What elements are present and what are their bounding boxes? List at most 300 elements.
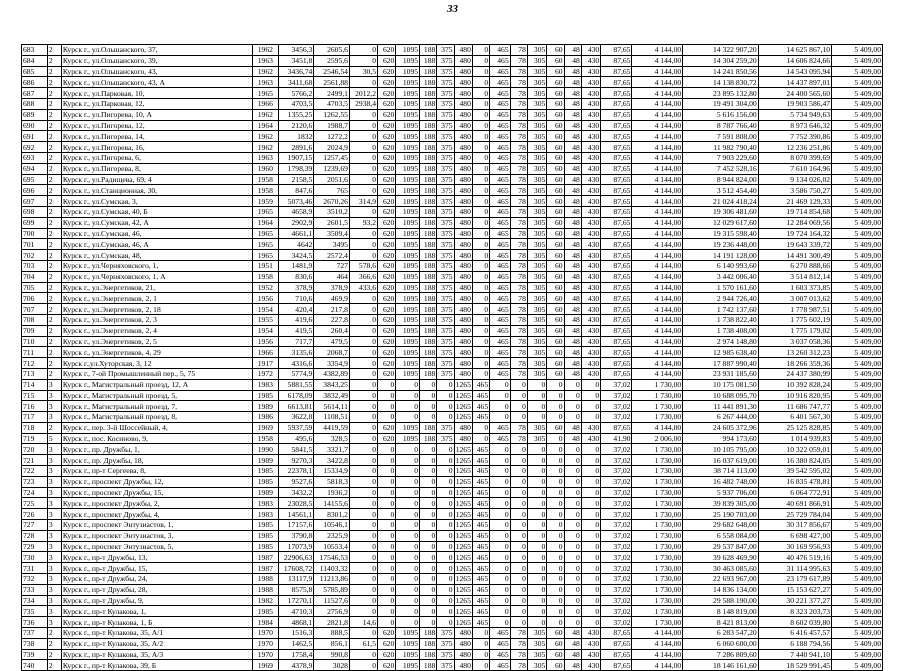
table-row <box>22 476 883 487</box>
year-built-cell: 1982 <box>252 595 278 606</box>
residential-area-cell: 5785,89 <box>314 584 350 595</box>
residential-area-cell: 2605,6 <box>314 45 350 56</box>
rate-9-cell: 0 <box>527 444 546 455</box>
rate-8-cell: 0 <box>510 498 527 509</box>
rate-10-cell: 60 <box>547 293 564 304</box>
rate-8-cell: 78 <box>510 422 527 433</box>
rate-12-cell: 430 <box>581 55 600 66</box>
rate-9-cell: 0 <box>527 574 546 585</box>
rate-total-cell: 37,02 <box>601 563 632 574</box>
nonresidential-area-cell: 0 <box>349 109 377 120</box>
class-code-cell: 3 <box>47 390 61 401</box>
rate-4-cell: 375 <box>437 422 454 433</box>
residential-area-cell: 260,4 <box>314 325 350 336</box>
rate-9-cell: 0 <box>527 552 546 563</box>
rate-5-cell: 1265 <box>455 585 471 595</box>
tariff-cell: 5 409,00 <box>832 336 883 347</box>
unit-cost-cell: 1 730,00 <box>632 412 683 423</box>
rate-2-cell: 1095 <box>396 206 420 217</box>
tariff-cell: 5 409,00 <box>832 131 883 142</box>
table-row <box>22 293 883 304</box>
class-code-cell: 2 <box>47 336 61 347</box>
sum-1-cell: 29 588 190,00 <box>683 595 759 606</box>
year-built-cell: 1964 <box>252 217 278 228</box>
rate-7-cell: 465 <box>490 282 511 293</box>
rate-10-cell: 0 <box>547 487 564 498</box>
rate-7-cell: 0 <box>490 617 511 628</box>
rate-1-cell: 0 <box>378 574 396 585</box>
rate-8-cell: 78 <box>510 152 527 163</box>
unit-cost-cell: 1 730,00 <box>632 606 683 617</box>
rate-11-cell: 0 <box>564 574 581 585</box>
rate-11-cell: 48 <box>564 433 581 444</box>
year-built-cell: 1985 <box>252 476 278 487</box>
nonresidential-area-cell: 0 <box>349 152 377 163</box>
residential-area-cell: 2595,6 <box>314 55 350 66</box>
tariff-cell: 5 409,00 <box>832 530 883 541</box>
unit-cost-cell: 4 144,00 <box>632 206 683 217</box>
rate-1-cell: 620 <box>378 422 396 433</box>
rate-5-cell: 1265 <box>455 477 471 487</box>
nonresidential-area-cell: 0 <box>349 142 377 153</box>
rate-3-cell: 188 <box>420 66 437 77</box>
year-built-cell: 1962 <box>252 45 278 56</box>
rate-9-cell: 0 <box>527 520 546 531</box>
total-area-cell: 22378,1 <box>278 466 314 477</box>
rate-1-cell: 620 <box>378 260 396 271</box>
rate-11-cell: 48 <box>564 142 581 153</box>
residential-area-cell: 15334,9 <box>314 466 350 477</box>
nonresidential-area-cell: 0 <box>349 520 377 531</box>
sum-1-cell: 19 236 448,00 <box>683 239 759 250</box>
rate-4-cell: 0 <box>437 444 454 455</box>
rate-11-cell: 48 <box>564 174 581 185</box>
rate-10-cell: 0 <box>547 584 564 595</box>
rate-total-cell: 37,02 <box>601 487 632 498</box>
rate-2-cell: 1095 <box>396 336 420 347</box>
address-cell: Курск г., пр-т Кулакова, 35, А/3 <box>61 649 252 660</box>
rate-3-cell: 188 <box>420 131 437 142</box>
rate-9-cell: 0 <box>527 390 546 401</box>
sum-2-cell: 30 317 856,67 <box>758 520 831 531</box>
rate-total-cell: 87,65 <box>601 55 632 66</box>
rate-1-cell: 0 <box>378 390 396 401</box>
class-code-cell: 2 <box>47 649 61 660</box>
unit-cost-cell: 4 144,00 <box>632 152 683 163</box>
sum-2-cell: 14 606 824,66 <box>758 55 831 66</box>
rate-4-cell: 375 <box>437 336 454 347</box>
tariff-cell: 5 409,00 <box>832 617 883 628</box>
unit-cost-cell: 4 144,00 <box>632 649 683 660</box>
rate-5-cell: 1265 <box>455 401 471 411</box>
rate-10-cell: 60 <box>547 163 564 174</box>
rate-12-cell: 0 <box>581 541 600 552</box>
rate-8-cell: 0 <box>510 530 527 541</box>
rate-3-cell: 0 <box>420 401 437 412</box>
tariff-cell: 5 409,00 <box>832 433 883 444</box>
row-number-cell: 717 <box>22 412 48 423</box>
rate-6-cell: 0 <box>472 336 489 347</box>
tariff-cell: 5 409,00 <box>832 628 883 639</box>
rate-10-cell: 0 <box>547 444 564 455</box>
unit-cost-cell: 4 144,00 <box>632 250 683 261</box>
rate-1-cell: 620 <box>378 45 396 56</box>
total-area-cell: 14561,1 <box>278 509 314 520</box>
total-area-cell: 23028,5 <box>278 498 314 509</box>
rate-total-cell: 87,65 <box>601 358 632 369</box>
nonresidential-area-cell: 0 <box>349 401 377 412</box>
sum-1-cell: 10 105 795,00 <box>683 444 759 455</box>
table-row <box>22 584 883 595</box>
rate-6-cell: 0 <box>472 293 489 304</box>
rate-total-cell: 37,02 <box>601 390 632 401</box>
rate-total-cell: 37,02 <box>601 606 632 617</box>
nonresidential-area-cell: 0 <box>349 379 377 390</box>
rate-2-cell: 1095 <box>396 77 420 88</box>
sum-2-cell: 1 014 939,83 <box>758 433 831 444</box>
rate-1-cell: 620 <box>378 185 396 196</box>
rate-11-cell: 48 <box>564 649 581 660</box>
rate-2-cell: 1095 <box>396 638 420 649</box>
rate-4-cell: 375 <box>437 55 454 66</box>
nonresidential-area-cell: 0 <box>349 412 377 423</box>
rate-9-cell: 305 <box>527 368 546 379</box>
rate-3-cell: 188 <box>420 88 437 99</box>
address-cell: Курск г., пос. Косиново, 9, <box>61 433 252 444</box>
rate-8-cell: 78 <box>510 250 527 261</box>
rate-9-cell: 305 <box>527 109 546 120</box>
total-area-cell: 6178,09 <box>278 390 314 401</box>
rate-1-cell: 620 <box>378 282 396 293</box>
residential-area-cell: 8301,2 <box>314 509 350 520</box>
rate-1-cell: 620 <box>378 368 396 379</box>
address-cell: Курск г., ул.Энергетиков, 2, 18 <box>61 304 252 315</box>
residential-area-cell: 727 <box>314 260 350 271</box>
residential-area-cell: 888,5 <box>314 628 350 639</box>
rate-11-cell: 48 <box>564 45 581 56</box>
rate-3-cell: 188 <box>420 433 437 444</box>
rate-2-cell: 0 <box>396 530 420 541</box>
sum-1-cell: 14 138 830,72 <box>683 77 759 88</box>
rate-6-cell: 465 <box>472 574 489 585</box>
address-cell: Курск г., ул.Сумская, 48, <box>61 250 252 261</box>
rate-10-cell: 0 <box>547 466 564 477</box>
rate-3-cell: 0 <box>420 412 437 423</box>
rate-total-cell: 87,65 <box>601 336 632 347</box>
table-row <box>22 595 883 606</box>
nonresidential-area-cell: 0 <box>349 131 377 142</box>
rate-5-cell: 1265 <box>455 596 471 606</box>
rate-9-cell: 305 <box>527 66 546 77</box>
rate-12-cell: 0 <box>581 574 600 585</box>
class-code-cell: 2 <box>47 422 61 433</box>
total-area-cell: 4316,6 <box>278 358 314 369</box>
rate-3-cell: 0 <box>420 379 437 390</box>
row-number-cell: 711 <box>22 347 48 358</box>
nonresidential-area-cell: 0 <box>349 228 377 239</box>
unit-cost-cell: 4 144,00 <box>632 347 683 358</box>
sum-1-cell: 14 322 907,20 <box>683 45 759 56</box>
table-row <box>22 228 883 239</box>
rate-6-cell: 0 <box>472 433 489 444</box>
class-code-cell: 3 <box>47 541 61 552</box>
rate-5-cell: 1265 <box>455 552 471 562</box>
row-number-cell: 720 <box>22 444 48 455</box>
class-code-cell: 2 <box>47 347 61 358</box>
rate-6-cell: 0 <box>472 649 489 660</box>
rate-12-cell: 430 <box>581 347 600 358</box>
nonresidential-area-cell: 0 <box>349 509 377 520</box>
class-code-cell: 3 <box>47 509 61 520</box>
rate-3-cell: 188 <box>420 109 437 120</box>
rate-4-cell: 375 <box>437 206 454 217</box>
rate-1-cell: 620 <box>378 109 396 120</box>
residential-area-cell: 1272,2 <box>314 131 350 142</box>
year-built-cell: 1970 <box>252 649 278 660</box>
class-code-cell: 3 <box>47 455 61 466</box>
tariff-cell: 5 409,00 <box>832 55 883 66</box>
tariff-cell: 5 409,00 <box>832 88 883 99</box>
rate-8-cell: 0 <box>510 595 527 606</box>
total-area-cell: 3135,6 <box>278 347 314 358</box>
rate-10-cell: 0 <box>547 595 564 606</box>
rate-5-cell: 480 <box>454 120 472 131</box>
total-area-cell: 5073,46 <box>278 196 314 207</box>
residential-area-cell: 2546,54 <box>314 66 350 77</box>
row-number-cell: 724 <box>22 487 48 498</box>
rate-7-cell: 0 <box>490 487 511 498</box>
rate-12-cell: 0 <box>581 584 600 595</box>
rate-1-cell: 0 <box>378 412 396 423</box>
row-number-cell: 728 <box>22 530 48 541</box>
rate-2-cell: 1095 <box>396 239 420 250</box>
nonresidential-area-cell: 0 <box>349 390 377 401</box>
rate-2-cell: 1095 <box>396 45 420 56</box>
rate-2-cell: 0 <box>396 574 420 585</box>
rate-12-cell: 430 <box>581 368 600 379</box>
rate-6-cell: 465 <box>472 530 489 541</box>
rate-2-cell: 0 <box>396 455 420 466</box>
rate-11-cell: 48 <box>564 163 581 174</box>
nonresidential-area-cell: 0 <box>349 595 377 606</box>
address-cell: Курск г., пр. Дружбы, 18, <box>61 455 252 466</box>
rate-8-cell: 78 <box>510 293 527 304</box>
rate-3-cell: 188 <box>420 206 437 217</box>
year-built-cell: 1962 <box>252 109 278 120</box>
unit-cost-cell: 4 144,00 <box>632 638 683 649</box>
tariff-cell: 5 409,00 <box>832 401 883 412</box>
address-cell: Курск г., ул.Сумская, 42, А <box>61 217 252 228</box>
rate-5-cell: 480 <box>454 314 472 325</box>
sum-1-cell: 8 944 824,00 <box>683 174 759 185</box>
rate-6-cell: 0 <box>472 120 489 131</box>
rate-5-cell: 480 <box>454 109 472 120</box>
rate-8-cell: 78 <box>510 433 527 444</box>
rate-3-cell: 0 <box>420 520 437 531</box>
address-cell: Курск г., ул.Энергетиков, 2, 4 <box>61 325 252 336</box>
sum-1-cell: 8 787 766,40 <box>683 120 759 131</box>
class-code-cell: 3 <box>47 401 61 412</box>
sum-1-cell: 7 452 528,16 <box>683 163 759 174</box>
residential-area-cell: 464 <box>314 271 350 282</box>
rate-2-cell: 1095 <box>396 325 420 336</box>
table-row <box>22 617 883 628</box>
rate-10-cell: 0 <box>547 476 564 487</box>
row-number-cell: 723 <box>22 476 48 487</box>
tariff-cell: 5 409,00 <box>832 271 883 282</box>
residential-area-cell: 2821,8 <box>314 617 350 628</box>
table-row <box>22 563 883 574</box>
rate-total-cell: 87,65 <box>601 142 632 153</box>
rate-6-cell: 0 <box>472 271 489 282</box>
rate-5-cell: 480 <box>454 433 472 444</box>
rate-8-cell: 78 <box>510 120 527 131</box>
rate-3-cell: 188 <box>420 628 437 639</box>
rate-5-cell: 1265 <box>455 412 471 422</box>
nonresidential-area-cell: 0 <box>349 660 377 671</box>
row-number-cell: 710 <box>22 336 48 347</box>
sum-2-cell: 1 775 602,19 <box>758 314 831 325</box>
class-code-cell: 2 <box>47 152 61 163</box>
residential-area-cell: 17546,53 <box>314 552 350 563</box>
rate-3-cell: 188 <box>420 55 437 66</box>
rate-11-cell: 0 <box>564 401 581 412</box>
rate-7-cell: 465 <box>490 131 511 142</box>
class-code-cell: 3 <box>47 574 61 585</box>
sum-1-cell: 18 146 161,60 <box>683 660 759 671</box>
sum-2-cell: 24 400 565,60 <box>758 88 831 99</box>
rate-12-cell: 430 <box>581 196 600 207</box>
sum-2-cell: 6 064 772,91 <box>758 487 831 498</box>
rate-11-cell: 0 <box>564 466 581 477</box>
rate-5-cell: 1265 <box>455 380 471 390</box>
residential-area-cell: 3509,4 <box>314 228 350 239</box>
rate-9-cell: 305 <box>527 131 546 142</box>
year-built-cell: 1987 <box>252 563 278 574</box>
class-code-cell: 3 <box>47 563 61 574</box>
table-row <box>22 55 883 66</box>
rate-9-cell: 305 <box>527 142 546 153</box>
rate-4-cell: 0 <box>437 584 454 595</box>
rate-7-cell: 0 <box>490 498 511 509</box>
table-row <box>22 131 883 142</box>
rate-total-cell: 37,02 <box>601 401 632 412</box>
rate-11-cell: 0 <box>564 617 581 628</box>
rate-1-cell: 620 <box>378 55 396 66</box>
row-number-cell: 718 <box>22 422 48 433</box>
rate-6-cell: 465 <box>472 606 489 617</box>
register-table <box>21 44 883 671</box>
rate-7-cell: 465 <box>490 638 511 649</box>
sum-1-cell: 14 836 134,00 <box>683 584 759 595</box>
rate-7-cell: 465 <box>490 304 511 315</box>
rate-12-cell: 430 <box>581 120 600 131</box>
rate-11-cell: 0 <box>564 390 581 401</box>
rate-10-cell: 60 <box>547 638 564 649</box>
year-built-cell: 1962 <box>252 66 278 77</box>
rate-2-cell: 1095 <box>396 66 420 77</box>
rate-12-cell: 430 <box>581 66 600 77</box>
unit-cost-cell: 1 730,00 <box>632 552 683 563</box>
row-number-cell: 713 <box>22 368 48 379</box>
rate-2-cell: 0 <box>396 617 420 628</box>
rate-11-cell: 0 <box>564 509 581 520</box>
rate-3-cell: 188 <box>420 649 437 660</box>
rate-1-cell: 620 <box>378 163 396 174</box>
rate-3-cell: 188 <box>420 304 437 315</box>
rate-2-cell: 1095 <box>396 142 420 153</box>
rate-7-cell: 0 <box>490 574 511 585</box>
rate-8-cell: 0 <box>510 466 527 477</box>
sum-1-cell: 2 944 726,40 <box>683 293 759 304</box>
rate-5-cell: 480 <box>454 422 472 433</box>
class-code-cell: 3 <box>47 584 61 595</box>
class-code-cell: 2 <box>47 98 61 109</box>
rate-8-cell: 78 <box>510 347 527 358</box>
rate-7-cell: 465 <box>490 358 511 369</box>
rate-8-cell: 78 <box>510 55 527 66</box>
rate-8-cell: 78 <box>510 174 527 185</box>
rate-6-cell: 0 <box>472 152 489 163</box>
rate-10-cell: 0 <box>547 520 564 531</box>
class-code-cell: 3 <box>47 617 61 628</box>
sum-2-cell: 30 221 377,27 <box>758 595 831 606</box>
sum-2-cell: 40 691 866,91 <box>758 498 831 509</box>
total-area-cell: 1481,9 <box>278 260 314 271</box>
rate-12-cell: 0 <box>581 552 600 563</box>
rate-total-cell: 37,02 <box>601 509 632 520</box>
year-built-cell: 1965 <box>252 250 278 261</box>
sum-2-cell: 3 586 750,27 <box>758 185 831 196</box>
address-cell: Курск г., проспект Энтузиастов, 5, <box>61 541 252 552</box>
rate-7-cell: 465 <box>490 142 511 153</box>
rate-9-cell: 305 <box>527 293 546 304</box>
table-row <box>22 304 883 315</box>
residential-area-cell: 2051,6 <box>314 174 350 185</box>
row-number-cell: 709 <box>22 325 48 336</box>
row-number-cell: 696 <box>22 185 48 196</box>
rate-2-cell: 1095 <box>396 628 420 639</box>
total-area-cell: 1516,3 <box>278 628 314 639</box>
rate-9-cell: 305 <box>527 206 546 217</box>
rate-2-cell: 1095 <box>396 649 420 660</box>
total-area-cell: 2891,6 <box>278 142 314 153</box>
rate-10-cell: 60 <box>547 217 564 228</box>
rate-6-cell: 465 <box>472 520 489 531</box>
row-number-cell: 719 <box>22 433 48 444</box>
rate-3-cell: 0 <box>420 530 437 541</box>
rate-12-cell: 0 <box>581 498 600 509</box>
class-code-cell: 2 <box>47 185 61 196</box>
rate-9-cell: 305 <box>527 250 546 261</box>
sum-1-cell: 30 463 085,60 <box>683 563 759 574</box>
rate-1-cell: 620 <box>378 206 396 217</box>
rate-2-cell: 0 <box>396 476 420 487</box>
rate-total-cell: 87,65 <box>601 88 632 99</box>
tariff-cell: 5 409,00 <box>832 314 883 325</box>
row-number-cell: 684 <box>22 55 48 66</box>
rate-3-cell: 0 <box>420 444 437 455</box>
unit-cost-cell: 4 144,00 <box>632 228 683 239</box>
row-number-cell: 693 <box>22 152 48 163</box>
address-cell: Курск г., пр-т Кулакова, 1, Б <box>61 617 252 628</box>
address-cell: Курск г., проспект Энтузиастов, 1, <box>61 520 252 531</box>
address-cell: Курск г., проспект Дружбы, 15, <box>61 487 252 498</box>
rate-10-cell: 60 <box>547 250 564 261</box>
year-built-cell: 1954 <box>252 304 278 315</box>
unit-cost-cell: 4 144,00 <box>632 293 683 304</box>
rate-2-cell: 1095 <box>396 120 420 131</box>
